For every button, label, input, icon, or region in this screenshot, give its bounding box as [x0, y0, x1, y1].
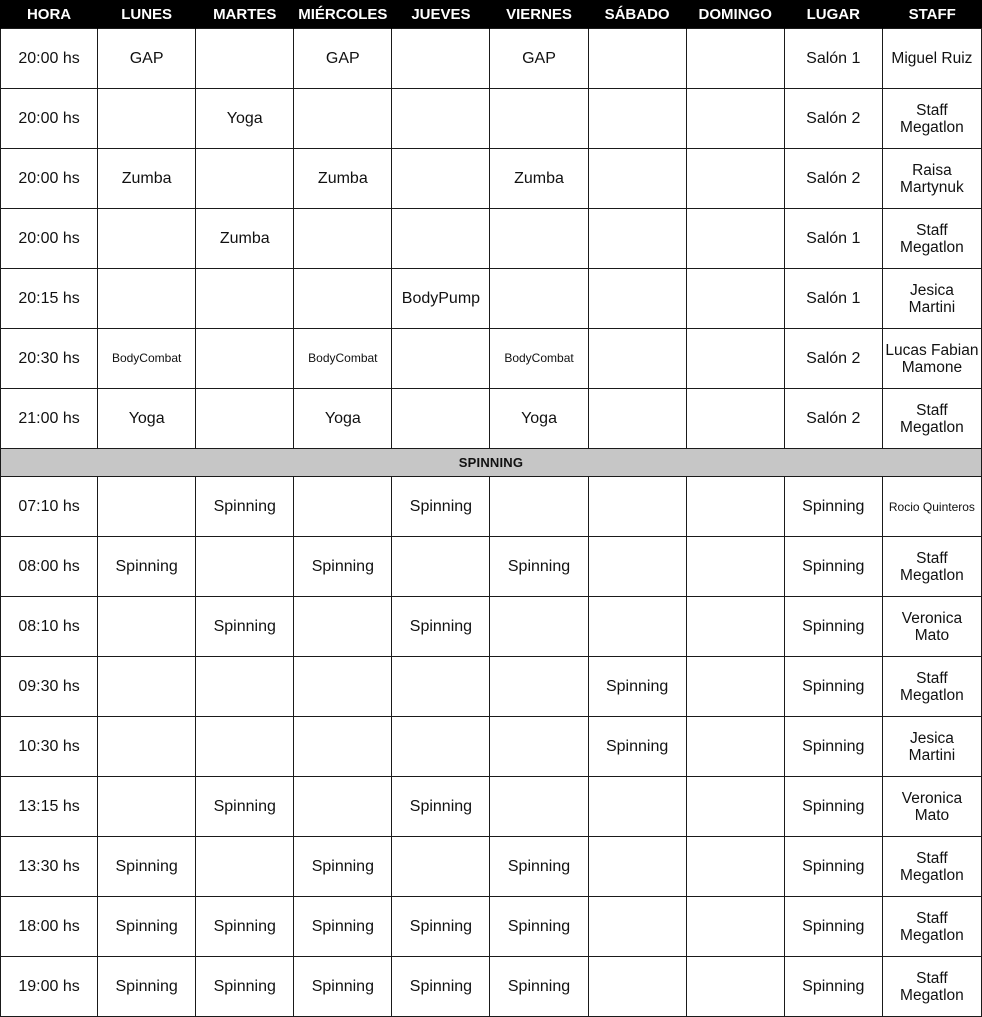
- cell-domingo: [686, 837, 784, 897]
- table-row: [1, 389, 982, 449]
- cell-jueves: [392, 837, 490, 897]
- cell-sabado: Spinning: [588, 717, 686, 777]
- header-row: [1, 0, 982, 29]
- cell-sabado: [588, 477, 686, 537]
- cell-hora: 13:30 hs: [1, 837, 98, 897]
- cell-jueves: Spinning: [392, 957, 490, 1017]
- cell-lugar: Salón 2: [784, 329, 882, 389]
- cell-viernes: [490, 269, 588, 329]
- cell-miercoles: [294, 477, 392, 537]
- cell-miercoles: [294, 89, 392, 149]
- cell-hora: 10:30 hs: [1, 717, 98, 777]
- cell-lugar: Spinning: [784, 777, 882, 837]
- cell-miercoles: Yoga: [294, 389, 392, 449]
- cell-hora: 09:30 hs: [1, 657, 98, 717]
- table-row: [1, 837, 982, 897]
- header-miercoles: MIÉRCOLES: [294, 0, 392, 29]
- cell-miercoles: Spinning: [294, 897, 392, 957]
- cell-domingo: [686, 537, 784, 597]
- table-row: [1, 477, 982, 537]
- top-section: [1, 29, 982, 449]
- cell-lunes: [98, 89, 196, 149]
- cell-miercoles: [294, 597, 392, 657]
- cell-domingo: [686, 897, 784, 957]
- cell-martes: [196, 269, 294, 329]
- table-row: [1, 597, 982, 657]
- cell-lunes: Zumba: [98, 149, 196, 209]
- cell-miercoles: [294, 269, 392, 329]
- cell-viernes: [490, 717, 588, 777]
- cell-lunes: [98, 477, 196, 537]
- cell-miercoles: Spinning: [294, 837, 392, 897]
- cell-hora: 07:10 hs: [1, 477, 98, 537]
- cell-lugar: Spinning: [784, 957, 882, 1017]
- cell-domingo: [686, 89, 784, 149]
- cell-lunes: Spinning: [98, 537, 196, 597]
- cell-staff: Staff Megatlon: [882, 657, 981, 717]
- table-row: [1, 269, 982, 329]
- cell-viernes: [490, 597, 588, 657]
- cell-viernes: Spinning: [490, 957, 588, 1017]
- cell-staff: Staff Megatlon: [882, 89, 981, 149]
- cell-hora: 21:00 hs: [1, 389, 98, 449]
- cell-viernes: [490, 209, 588, 269]
- cell-domingo: [686, 477, 784, 537]
- cell-jueves: [392, 89, 490, 149]
- cell-hora: 18:00 hs: [1, 897, 98, 957]
- cell-martes: Zumba: [196, 209, 294, 269]
- cell-martes: Spinning: [196, 597, 294, 657]
- cell-martes: [196, 29, 294, 89]
- table-row: [1, 29, 982, 89]
- table-row: [1, 897, 982, 957]
- cell-lugar: Salón 1: [784, 209, 882, 269]
- cell-staff: Staff Megatlon: [882, 537, 981, 597]
- table-row: [1, 957, 982, 1017]
- cell-lugar: Spinning: [784, 477, 882, 537]
- header-lugar: LUGAR: [784, 0, 882, 29]
- header-sabado: SÁBADO: [588, 0, 686, 29]
- cell-lugar: Salón 2: [784, 89, 882, 149]
- cell-sabado: [588, 149, 686, 209]
- cell-domingo: [686, 657, 784, 717]
- cell-jueves: [392, 209, 490, 269]
- cell-jueves: Spinning: [392, 477, 490, 537]
- cell-domingo: [686, 149, 784, 209]
- header-staff: STAFF: [882, 0, 981, 29]
- cell-lugar: Salón 1: [784, 269, 882, 329]
- cell-domingo: [686, 597, 784, 657]
- cell-lugar: Spinning: [784, 837, 882, 897]
- cell-viernes: Zumba: [490, 149, 588, 209]
- cell-jueves: [392, 149, 490, 209]
- cell-miercoles: GAP: [294, 29, 392, 89]
- header-hora: HORA: [1, 0, 98, 29]
- cell-jueves: [392, 717, 490, 777]
- cell-jueves: BodyPump: [392, 269, 490, 329]
- cell-martes: [196, 717, 294, 777]
- cell-staff: Jesica Martini: [882, 717, 981, 777]
- table-row: [1, 329, 982, 389]
- cell-jueves: [392, 389, 490, 449]
- cell-sabado: [588, 957, 686, 1017]
- table-row: [1, 89, 982, 149]
- cell-hora: 08:00 hs: [1, 537, 98, 597]
- cell-martes: [196, 329, 294, 389]
- table-row: [1, 149, 982, 209]
- cell-sabado: [588, 329, 686, 389]
- cell-hora: 20:30 hs: [1, 329, 98, 389]
- cell-domingo: [686, 717, 784, 777]
- cell-staff: Veronica Mato: [882, 597, 981, 657]
- cell-hora: 08:10 hs: [1, 597, 98, 657]
- cell-lunes: [98, 597, 196, 657]
- cell-lunes: Spinning: [98, 957, 196, 1017]
- cell-martes: [196, 837, 294, 897]
- header-domingo: DOMINGO: [686, 0, 784, 29]
- cell-sabado: [588, 89, 686, 149]
- cell-lugar: Salón 2: [784, 389, 882, 449]
- header-jueves: JUEVES: [392, 0, 490, 29]
- cell-staff: Lucas Fabian Mamone: [882, 329, 981, 389]
- cell-staff: Staff Megatlon: [882, 957, 981, 1017]
- cell-domingo: [686, 389, 784, 449]
- header-viernes: VIERNES: [490, 0, 588, 29]
- cell-hora: 20:00 hs: [1, 29, 98, 89]
- table-row: [1, 537, 982, 597]
- cell-viernes: Yoga: [490, 389, 588, 449]
- cell-miercoles: Zumba: [294, 149, 392, 209]
- cell-viernes: Spinning: [490, 897, 588, 957]
- cell-viernes: GAP: [490, 29, 588, 89]
- cell-sabado: [588, 597, 686, 657]
- cell-staff: Raisa Martynuk: [882, 149, 981, 209]
- cell-martes: Spinning: [196, 777, 294, 837]
- cell-domingo: [686, 29, 784, 89]
- cell-lunes: [98, 269, 196, 329]
- header-lunes: LUNES: [98, 0, 196, 29]
- cell-lunes: BodyCombat: [98, 329, 196, 389]
- table-row: [1, 717, 982, 777]
- cell-staff: Miguel Ruiz: [882, 29, 981, 89]
- cell-lunes: [98, 209, 196, 269]
- cell-staff: Jesica Martini: [882, 269, 981, 329]
- cell-jueves: [392, 537, 490, 597]
- cell-martes: [196, 657, 294, 717]
- cell-sabado: Spinning: [588, 657, 686, 717]
- cell-domingo: [686, 777, 784, 837]
- cell-jueves: [392, 29, 490, 89]
- cell-viernes: [490, 477, 588, 537]
- cell-viernes: Spinning: [490, 537, 588, 597]
- cell-lugar: Spinning: [784, 717, 882, 777]
- cell-viernes: [490, 89, 588, 149]
- cell-hora: 20:00 hs: [1, 149, 98, 209]
- cell-staff: Veronica Mato: [882, 777, 981, 837]
- cell-miercoles: Spinning: [294, 957, 392, 1017]
- cell-hora: 20:15 hs: [1, 269, 98, 329]
- cell-sabado: [588, 389, 686, 449]
- cell-lunes: [98, 657, 196, 717]
- cell-staff: Staff Megatlon: [882, 837, 981, 897]
- cell-domingo: [686, 209, 784, 269]
- cell-martes: [196, 389, 294, 449]
- cell-viernes: Spinning: [490, 837, 588, 897]
- spinning-section-divider: [1, 449, 982, 477]
- cell-jueves: Spinning: [392, 777, 490, 837]
- cell-miercoles: [294, 717, 392, 777]
- cell-sabado: [588, 777, 686, 837]
- cell-staff: Staff Megatlon: [882, 897, 981, 957]
- cell-staff: Staff Megatlon: [882, 389, 981, 449]
- cell-sabado: [588, 29, 686, 89]
- cell-staff: Rocio Quinteros: [882, 477, 981, 537]
- cell-lugar: Salón 1: [784, 29, 882, 89]
- cell-martes: [196, 537, 294, 597]
- cell-jueves: Spinning: [392, 597, 490, 657]
- cell-lugar: Spinning: [784, 597, 882, 657]
- cell-martes: Spinning: [196, 957, 294, 1017]
- cell-miercoles: BodyCombat: [294, 329, 392, 389]
- table-row: [1, 209, 982, 269]
- cell-domingo: [686, 269, 784, 329]
- cell-lunes: Yoga: [98, 389, 196, 449]
- cell-hora: 20:00 hs: [1, 89, 98, 149]
- section-title: SPINNING: [1, 449, 982, 477]
- cell-viernes: [490, 777, 588, 837]
- cell-sabado: [588, 837, 686, 897]
- cell-lugar: Salón 2: [784, 149, 882, 209]
- spinning-section: [1, 477, 982, 1017]
- cell-lugar: Spinning: [784, 657, 882, 717]
- cell-martes: Spinning: [196, 477, 294, 537]
- cell-lugar: Spinning: [784, 897, 882, 957]
- cell-sabado: [588, 209, 686, 269]
- cell-miercoles: [294, 657, 392, 717]
- cell-staff: Staff Megatlon: [882, 209, 981, 269]
- cell-hora: 19:00 hs: [1, 957, 98, 1017]
- cell-hora: 20:00 hs: [1, 209, 98, 269]
- cell-sabado: [588, 897, 686, 957]
- table-row: [1, 777, 982, 837]
- cell-lunes: [98, 717, 196, 777]
- cell-lunes: [98, 777, 196, 837]
- section-row: [1, 449, 982, 477]
- cell-sabado: [588, 537, 686, 597]
- cell-martes: Spinning: [196, 897, 294, 957]
- cell-viernes: BodyCombat: [490, 329, 588, 389]
- table-row: [1, 657, 982, 717]
- cell-lugar: Spinning: [784, 537, 882, 597]
- cell-miercoles: [294, 777, 392, 837]
- cell-domingo: [686, 329, 784, 389]
- cell-lunes: Spinning: [98, 897, 196, 957]
- cell-jueves: [392, 329, 490, 389]
- cell-jueves: [392, 657, 490, 717]
- cell-miercoles: Spinning: [294, 537, 392, 597]
- cell-lunes: GAP: [98, 29, 196, 89]
- header-martes: MARTES: [196, 0, 294, 29]
- cell-lunes: Spinning: [98, 837, 196, 897]
- cell-martes: Yoga: [196, 89, 294, 149]
- cell-sabado: [588, 269, 686, 329]
- cell-miercoles: [294, 209, 392, 269]
- cell-hora: 13:15 hs: [1, 777, 98, 837]
- cell-martes: [196, 149, 294, 209]
- cell-viernes: [490, 657, 588, 717]
- cell-domingo: [686, 957, 784, 1017]
- cell-jueves: Spinning: [392, 897, 490, 957]
